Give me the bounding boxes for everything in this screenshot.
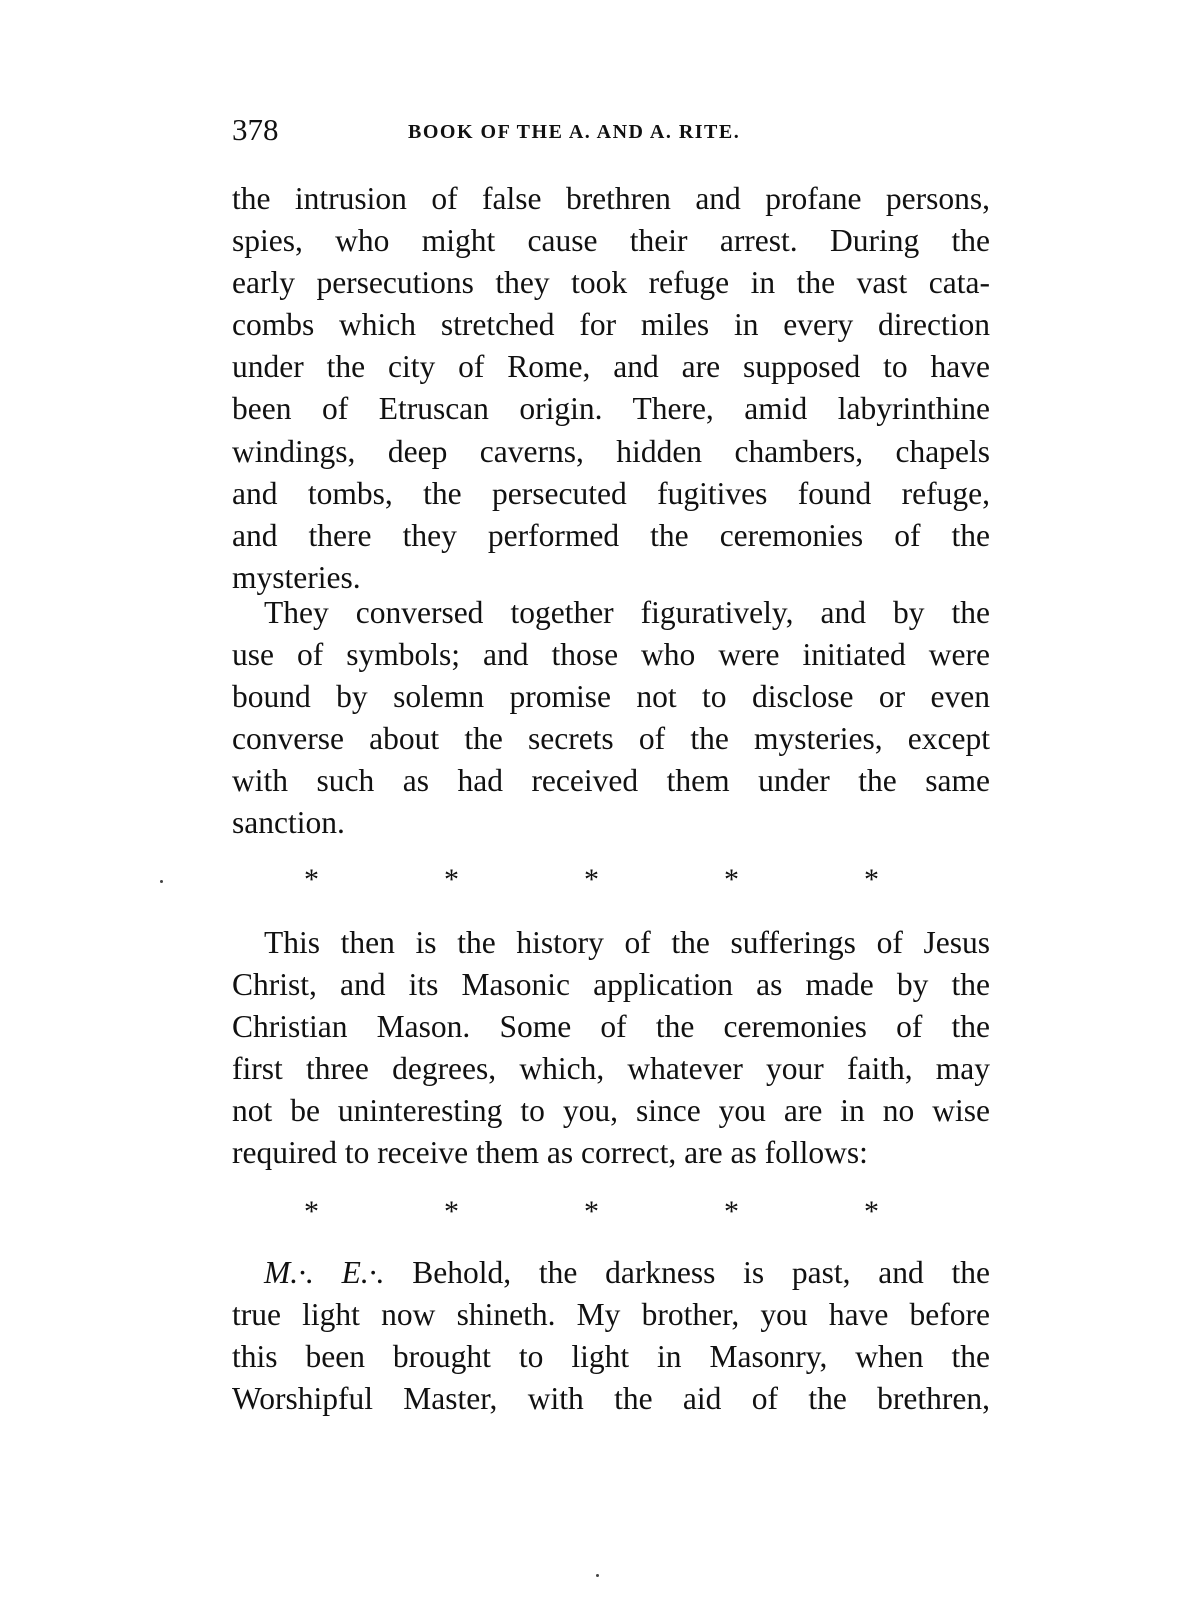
asterisk: * (444, 863, 459, 896)
text-line: Worshipful Master, with the aid of the brethren, (232, 1381, 990, 1417)
asterisk: * (584, 1195, 599, 1228)
text-line: not be uninteresting to you, since you are in no wise (232, 1093, 990, 1129)
text-line: and tombs, the persecuted fugitives found refuge, (232, 475, 990, 511)
asterisk: * (724, 863, 739, 896)
text-line: They conversed together figuratively, and by the (264, 595, 990, 630)
text-line: under the city of Rome, and are supposed to have (232, 349, 990, 385)
asterisk: * (724, 1195, 739, 1228)
asterisk-separator (232, 1194, 990, 1230)
speech-text: Behold, the darkness is past, and the (412, 1255, 990, 1290)
text-line: true light now shineth. My brother, you have before (232, 1297, 990, 1333)
print-speck (160, 880, 163, 883)
asterisk: * (864, 1195, 879, 1228)
text-line: bound by solemn promise not to disclose or even (232, 679, 990, 715)
running-head: BOOK OF THE A. AND A. RITE. (408, 121, 741, 143)
text-line: combs which stretched for miles in every direction (232, 307, 990, 343)
text-line: Christ, and its Masonic application as made by the (232, 967, 990, 1003)
page-number: 378 (232, 112, 279, 147)
text-line: mysteries. (232, 559, 361, 595)
asterisk-separator (232, 862, 990, 898)
page-header (232, 110, 990, 150)
text-line: sanction. (232, 805, 345, 841)
asterisk: * (864, 863, 879, 896)
text-line: first three degrees, which, whatever your faith, may (232, 1051, 990, 1087)
paragraph-symbols (232, 592, 990, 845)
text-line: required to receive them as correct, are as follows: (232, 1135, 868, 1171)
text-line: this been brought to light in Masonry, when the (232, 1339, 990, 1375)
text-line: This then is the history of the sufferings of Jesus (264, 925, 990, 960)
asterisk: * (304, 863, 319, 896)
asterisk: * (584, 863, 599, 896)
paragraph-continuation (232, 178, 990, 599)
text-line: spies, who might cause their arrest. During the (232, 223, 990, 259)
text-line: Christian Mason. Some of the ceremonies of the (232, 1009, 990, 1045)
text-line: the intrusion of false brethren and profane persons, (232, 181, 990, 216)
text-line: and there they performed the ceremonies of the (232, 517, 990, 553)
text-line: windings, deep caverns, hidden chambers, chapels (232, 433, 990, 469)
text-line (232, 1252, 990, 1294)
text-line: converse about the secrets of the mysteries, except (232, 721, 990, 757)
text-line: use of symbols; and those who were initiated were (232, 637, 990, 673)
speaker-label: M.·. E.·. (264, 1255, 385, 1290)
text-line: early persecutions they took refuge in the vast cata- (232, 265, 990, 301)
paragraph-dialogue (232, 1252, 990, 1420)
asterisk: * (304, 1195, 319, 1228)
print-speck (596, 1574, 599, 1577)
text-line: been of Etruscan origin. There, amid labyrinthine (232, 391, 990, 427)
paragraph-history (232, 922, 990, 1175)
text-line: with such as had received them under the same (232, 763, 990, 799)
asterisk: * (444, 1195, 459, 1228)
